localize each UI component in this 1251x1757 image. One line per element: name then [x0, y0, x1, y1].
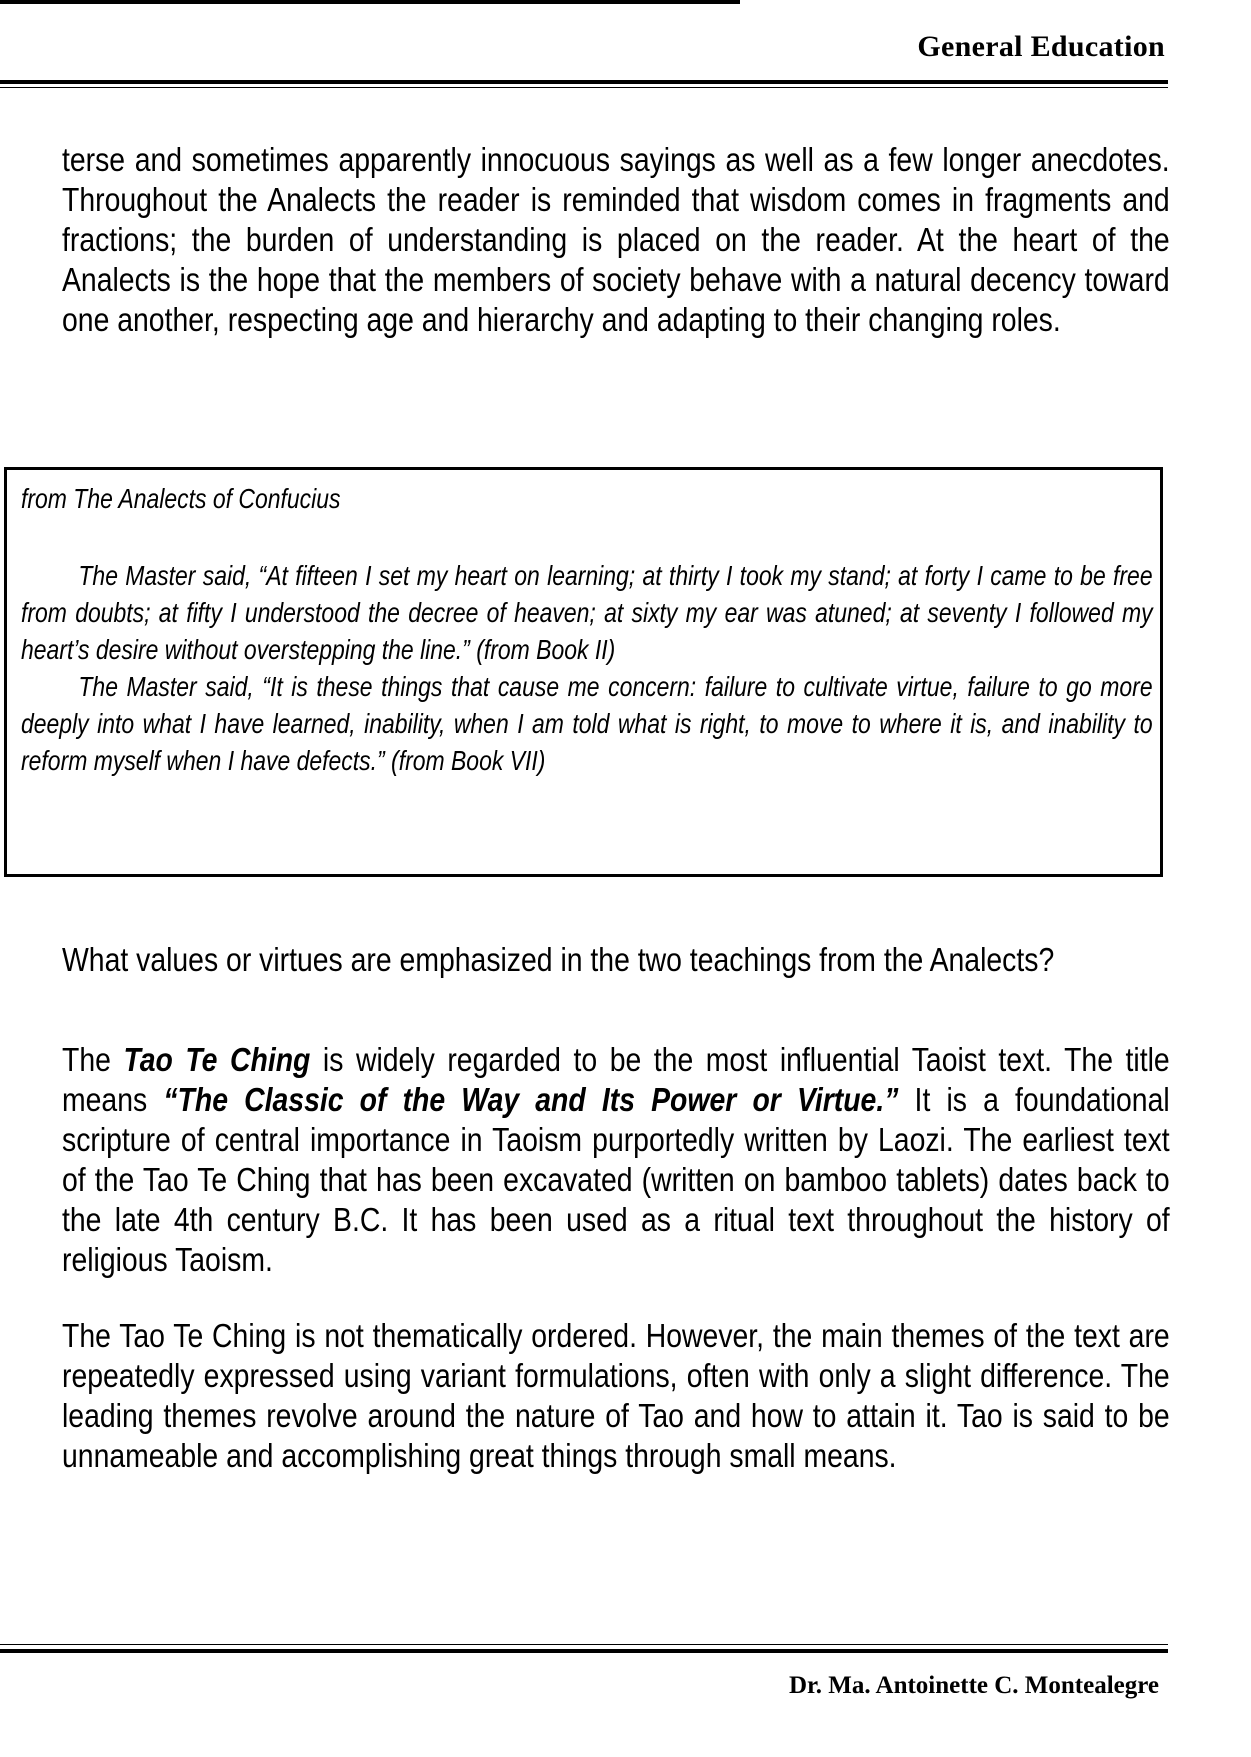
- themes-paragraph: The Tao Te Ching is not thematically ordered. However, the main themes of the text are repeatedly expressed using variant formulations, often with only a slight difference. The leading themes revolve around the nature of Tao and how to attain it. Tao is said to be unnameable and accomplishing great things through small means.: [62, 1317, 1170, 1474]
- tao-meaning-emphasis: “The Classic of the Way and Its Power or Virtue.”: [163, 1081, 899, 1118]
- tao-title-emphasis: Tao Te Ching: [123, 1041, 311, 1078]
- top-edge-line: [0, 0, 740, 4]
- header-rule-thin: [0, 87, 1168, 88]
- footer-rule-thin: [0, 1644, 1168, 1645]
- discussion-question: What values or virtues are emphasized in the two teachings from the Analects?: [62, 941, 1055, 978]
- footer-author: Dr. Ma. Antoinette C. Montealegre: [788, 1672, 1159, 1699]
- tao-te-ching-paragraph: [62, 1040, 1170, 1280]
- excerpt-title: from The Analects of Confucius: [21, 483, 341, 514]
- header-rule: [0, 80, 1168, 84]
- tao-text-1: The: [62, 1041, 124, 1078]
- tao-text-3: It is a foundational scripture of central importance in Taoism purportedly written by Laozi. The earliest text of the Tao Te Ching that has been excavated (written on bamboo tablets) dates back to the late 4th century B.C. It has been used as a ritual text throughout the history of religious Taoism.: [62, 1081, 1170, 1278]
- excerpt-quote-book-ii: The Master said, “At fifteen I set my heart on learning; at thirty I took my stand; at forty I came to be free from doubts; at fifty I understood the decree of heaven; at sixty my ear was atuned; at seventy I followed my heart’s desire without overstepping the line.” (from Book II): [21, 560, 1153, 665]
- page-header-title: General Education: [917, 30, 1165, 63]
- analects-excerpt-box: [4, 467, 1163, 877]
- intro-paragraph: terse and sometimes apparently innocuous sayings as well as a few longer anecdotes. Throughout the Analects the reader is reminded that wisdom comes in fragments and fractions; the burden of understanding is placed on the reader. At the heart of the Analects is the hope that the members of society behave with a natural decency toward one another, respecting age and hierarchy and adapting to their changing roles.: [62, 141, 1170, 338]
- excerpt-quote-book-vii: The Master said, “It is these things that cause me concern: failure to cultivate virtue, failure to go more deeply into what I have learned, inability, when I am told what is right, to move to where it is, and inability to reform myself when I have defects.” (from Book VII): [21, 671, 1153, 776]
- tao-text-2: is widely regarded to be the most influential Taoist text. The title means: [62, 1041, 1170, 1118]
- footer-rule: [0, 1649, 1168, 1653]
